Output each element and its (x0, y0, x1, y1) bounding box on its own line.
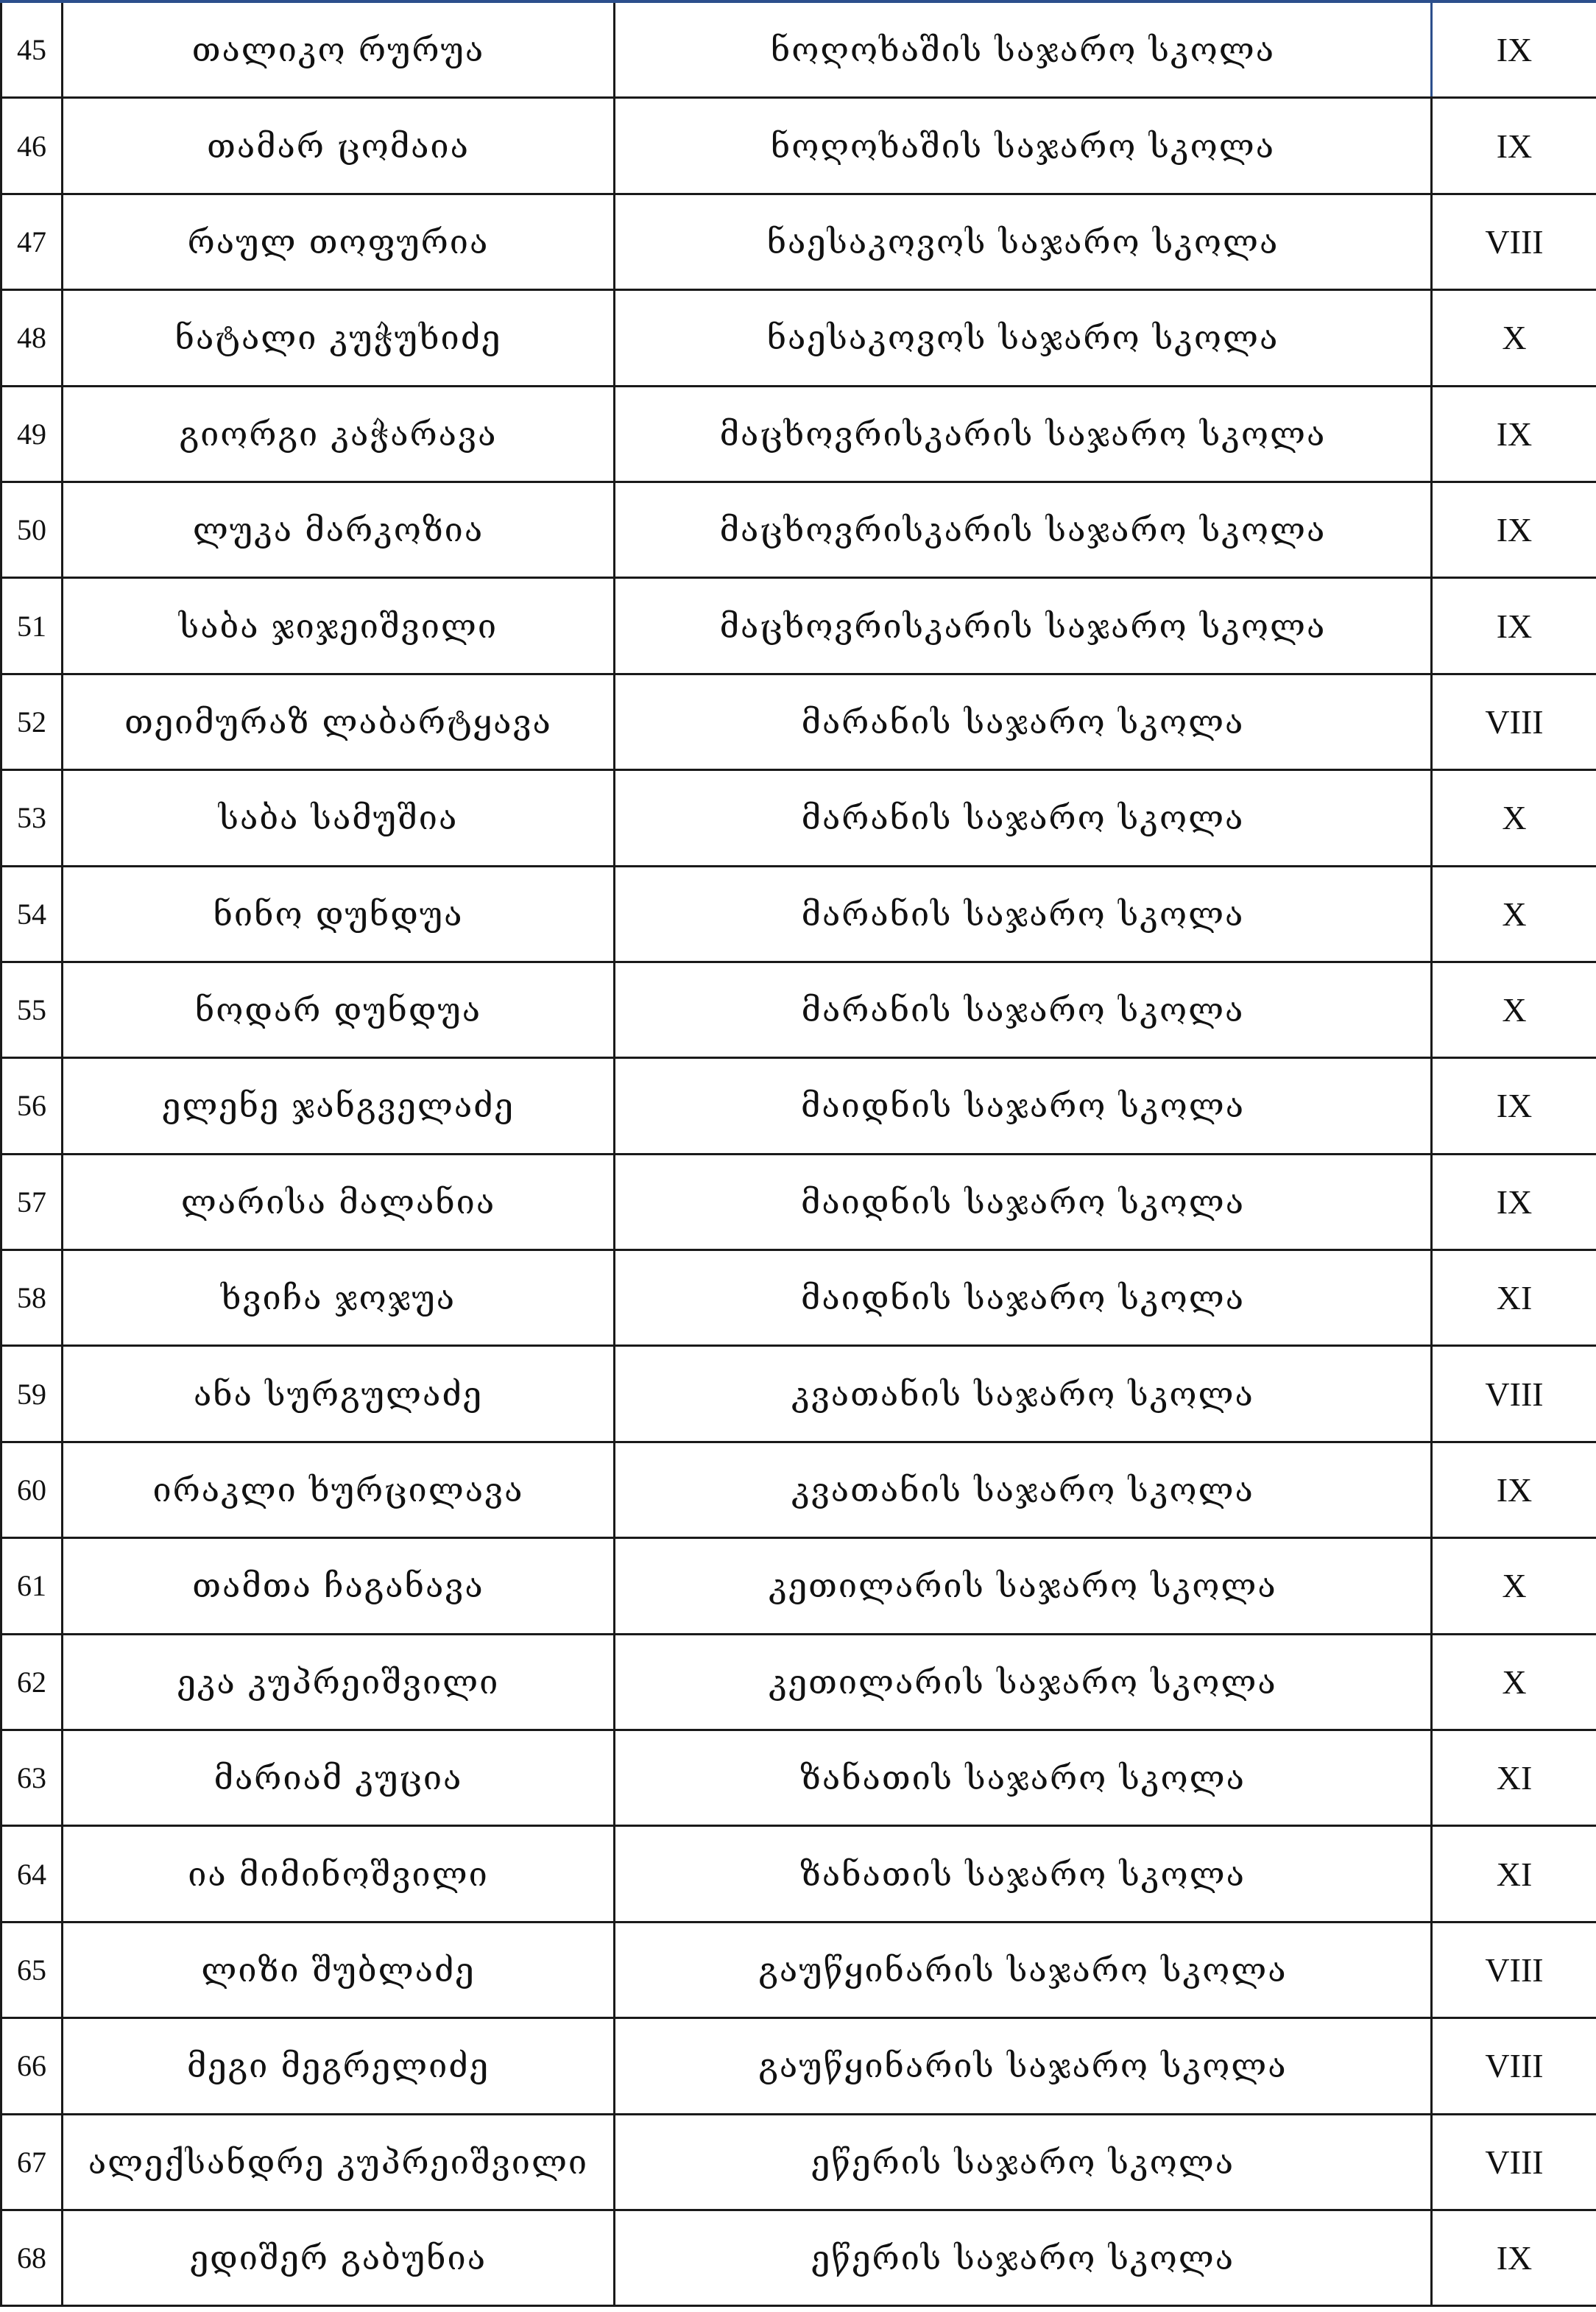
school-name: მარანის საჯარო სკოლა (615, 866, 1432, 962)
grade-level: X (1432, 1538, 1596, 1634)
row-number: 61 (1, 1538, 63, 1634)
row-number: 59 (1, 1346, 63, 1442)
school-name: მაცხოვრისკარის საჯარო სკოლა (615, 482, 1432, 577)
row-number: 63 (1, 1730, 63, 1826)
row-number: 46 (1, 98, 63, 194)
row-number: 67 (1, 2114, 63, 2210)
row-number: 65 (1, 1922, 63, 2017)
grade-level: IX (1432, 386, 1596, 482)
table-row (1, 578, 1596, 674)
student-name: საბა სამუშია (63, 770, 615, 866)
grade-level: XI (1432, 1730, 1596, 1826)
grade-level: VIII (1432, 2018, 1596, 2114)
table-row (1, 386, 1596, 482)
row-number: 47 (1, 194, 63, 289)
table-row (1, 98, 1596, 194)
table-row (1, 1442, 1596, 1537)
student-name: ლუკა მარკოზია (63, 482, 615, 577)
school-name: მაცხოვრისკარის საჯარო სკოლა (615, 578, 1432, 674)
school-name: მაიდნის საჯარო სკოლა (615, 1250, 1432, 1346)
student-name: ირაკლი ხურცილავა (63, 1442, 615, 1537)
table-row (1, 674, 1596, 769)
school-name: ზანათის საჯარო სკოლა (615, 1730, 1432, 1826)
table-row (1, 194, 1596, 289)
grade-level: X (1432, 962, 1596, 1057)
table-row (1, 1826, 1596, 1922)
grade-level: VIII (1432, 1346, 1596, 1442)
school-name: კვათანის საჯარო სკოლა (615, 1442, 1432, 1537)
student-name: ეკა კუპრეიშვილი (63, 1634, 615, 1730)
table-row (1, 1, 1596, 98)
grade-level: VIII (1432, 674, 1596, 769)
grade-level: VIII (1432, 194, 1596, 289)
grade-level: IX (1432, 1154, 1596, 1250)
table-row (1, 2210, 1596, 2305)
row-number: 50 (1, 482, 63, 577)
table-row (1, 866, 1596, 962)
table-row (1, 1922, 1596, 2017)
student-name: ნოდარ დუნდუა (63, 962, 615, 1057)
grade-level: X (1432, 770, 1596, 866)
grade-level: IX (1432, 2210, 1596, 2305)
row-number: 57 (1, 1154, 63, 1250)
school-name: მარანის საჯარო სკოლა (615, 962, 1432, 1057)
grade-level: VIII (1432, 1922, 1596, 2017)
row-number: 54 (1, 866, 63, 962)
row-number: 62 (1, 1634, 63, 1730)
student-name: ელენე ჯანგველაძე (63, 1058, 615, 1154)
student-name: საბა ჯიჯეიშვილი (63, 578, 615, 674)
school-name: გაუწყინარის საჯარო სკოლა (615, 1922, 1432, 2017)
row-number: 51 (1, 578, 63, 674)
grade-level: IX (1432, 482, 1596, 577)
table-row (1, 1730, 1596, 1826)
table-row (1, 290, 1596, 386)
row-number: 55 (1, 962, 63, 1057)
student-name: ხვიჩა ჯოჯუა (63, 1250, 615, 1346)
table-row (1, 482, 1596, 577)
school-name: ნაესაკოვოს საჯარო სკოლა (615, 290, 1432, 386)
row-number: 68 (1, 2210, 63, 2305)
school-name: ზანათის საჯარო სკოლა (615, 1826, 1432, 1922)
table-row (1, 2114, 1596, 2210)
student-name: გიორგი კაჭარავა (63, 386, 615, 482)
row-number: 45 (1, 1, 63, 98)
grade-level: IX (1432, 98, 1596, 194)
table-row (1, 2018, 1596, 2114)
school-name: გაუწყინარის საჯარო სკოლა (615, 2018, 1432, 2114)
table-row (1, 962, 1596, 1057)
school-name: მაცხოვრისკარის საჯარო სკოლა (615, 386, 1432, 482)
row-number: 49 (1, 386, 63, 482)
row-number: 60 (1, 1442, 63, 1537)
school-name: კვათანის საჯარო სკოლა (615, 1346, 1432, 1442)
school-name: ნოღოხაშის საჯარო სკოლა (615, 98, 1432, 194)
student-name: ანა სურგულაძე (63, 1346, 615, 1442)
student-name: მეგი მეგრელიძე (63, 2018, 615, 2114)
student-name: მარიამ კუცია (63, 1730, 615, 1826)
table-row (1, 1634, 1596, 1730)
table-row (1, 1154, 1596, 1250)
student-name: თალიკო რურუა (63, 1, 615, 98)
student-name: თამარ ცომაია (63, 98, 615, 194)
student-name: ნატალი კუჭუხიძე (63, 290, 615, 386)
grade-level: IX (1432, 1, 1596, 98)
grade-level: VIII (1432, 2114, 1596, 2210)
student-table-body (1, 1, 1596, 2306)
school-name: ეწერის საჯარო სკოლა (615, 2210, 1432, 2305)
school-name: მარანის საჯარო სკოლა (615, 674, 1432, 769)
table-row (1, 1346, 1596, 1442)
row-number: 48 (1, 290, 63, 386)
school-name: ნოღოხაშის საჯარო სკოლა (615, 1, 1432, 98)
student-name: ლარისა მალანია (63, 1154, 615, 1250)
row-number: 58 (1, 1250, 63, 1346)
student-name: რაულ თოფურია (63, 194, 615, 289)
table-row (1, 1058, 1596, 1154)
school-name: ნაესაკოვოს საჯარო სკოლა (615, 194, 1432, 289)
student-name: თეიმურაზ ლაბარტყავა (63, 674, 615, 769)
school-name: მარანის საჯარო სკოლა (615, 770, 1432, 866)
table-row (1, 770, 1596, 866)
student-name: ალექსანდრე კუპრეიშვილი (63, 2114, 615, 2210)
grade-level: X (1432, 1634, 1596, 1730)
student-name: ნინო დუნდუა (63, 866, 615, 962)
grade-level: XI (1432, 1826, 1596, 1922)
school-name: მაიდნის საჯარო სკოლა (615, 1154, 1432, 1250)
grade-level: IX (1432, 1442, 1596, 1537)
school-name: კეთილარის საჯარო სკოლა (615, 1634, 1432, 1730)
student-name: თამთა ჩაგანავა (63, 1538, 615, 1634)
row-number: 52 (1, 674, 63, 769)
row-number: 66 (1, 2018, 63, 2114)
student-name: ედიშერ გაბუნია (63, 2210, 615, 2305)
school-name: კეთილარის საჯარო სკოლა (615, 1538, 1432, 1634)
grade-level: IX (1432, 1058, 1596, 1154)
grade-level: X (1432, 866, 1596, 962)
table-row (1, 1538, 1596, 1634)
student-name: ლიზი შუბლაძე (63, 1922, 615, 2017)
school-name: ეწერის საჯარო სკოლა (615, 2114, 1432, 2210)
row-number: 53 (1, 770, 63, 866)
table-row (1, 1250, 1596, 1346)
grade-level: IX (1432, 578, 1596, 674)
grade-level: X (1432, 290, 1596, 386)
grade-level: XI (1432, 1250, 1596, 1346)
school-name: მაიდნის საჯარო სკოლა (615, 1058, 1432, 1154)
row-number: 56 (1, 1058, 63, 1154)
student-name: ია მიმინოშვილი (63, 1826, 615, 1922)
row-number: 64 (1, 1826, 63, 1922)
